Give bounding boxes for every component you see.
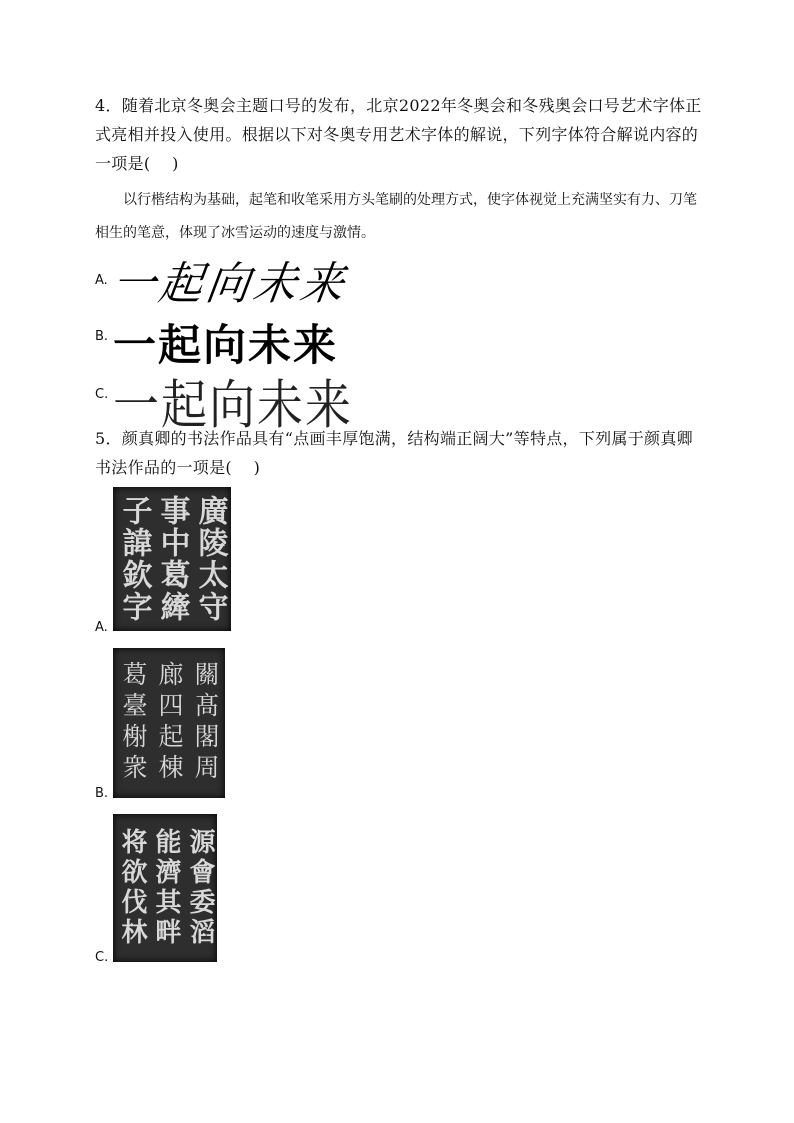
glyph: 一: [113, 321, 158, 371]
rubbing-column: [194, 491, 227, 627]
glyph: 未: [248, 321, 293, 371]
glyph: 未: [257, 373, 305, 436]
rubbing-column: [149, 818, 183, 958]
glyph: 起: [161, 373, 209, 436]
rubbing-column: [156, 491, 189, 627]
font-description-quote: 以行楷结构为基础，起笔和收笔采用方头笔刷的处理方式，使字体视觉上充满坚实有力、刀笔相生的笔意，体现了冰雪运动的速度与激情。: [95, 192, 697, 241]
q5-option-b-rubbing: [113, 648, 225, 798]
rubbing-char-col: 葛臺榭衆: [119, 661, 148, 785]
rubbing-column: [183, 818, 217, 958]
q4-option-a-glyphs: [108, 250, 352, 311]
q5-option-c-label[interactable]: C.: [95, 950, 109, 965]
rubbing-column: [116, 652, 150, 794]
glyph: 来: [305, 373, 353, 436]
glyph: 起: [155, 257, 211, 311]
glyph: 向: [202, 257, 258, 311]
q5-option-a-rubbing: [113, 487, 231, 631]
rubbing-char-col: 關髙閣周: [191, 661, 220, 785]
glyph: 来: [296, 257, 352, 311]
glyph: 起: [158, 321, 203, 371]
glyph: 一: [113, 373, 161, 436]
glyph: 向: [209, 373, 257, 436]
rubbing-char-col: 子諱欽字: [116, 495, 152, 623]
rubbing-column: [188, 652, 222, 794]
rubbing-column: [152, 652, 186, 794]
glyph: 向: [203, 321, 248, 371]
rubbing-char-col: 廣陵太守: [192, 495, 228, 623]
rubbing-char-col: 事中葛縴: [154, 495, 190, 623]
q5-option-c-rubbing: [113, 814, 217, 962]
question-4-text: 4．随着北京冬奥会主题口号的发布，北京2022年冬奥会和冬残奥会口号艺术字体正式亮相并投入使用。根据以下对冬奥专用艺术字体的解说，下列字体符合解说内容的一项是( ): [95, 96, 702, 173]
rubbing-char-col: 源會委滔: [185, 828, 215, 948]
q5-option-b-label[interactable]: B.: [95, 786, 109, 801]
glyph: 来: [293, 321, 338, 371]
rubbing-column: [118, 491, 151, 627]
glyph: 一: [108, 257, 164, 311]
q4-option-c-label[interactable]: C.: [95, 387, 109, 402]
rubbing-char-col: 将欲伐林: [117, 828, 147, 948]
glyph: 未: [249, 257, 305, 311]
rubbing-char-col: 廊四起棟: [155, 661, 184, 785]
q5-option-a-label[interactable]: A.: [95, 620, 108, 635]
question-5-text: 5．颜真卿的书法作品具有“点画丰厚饱满，结构端正阔大”等特点，下列属于颜真卿书法作品的一项是( ): [95, 429, 693, 477]
q4-option-b-label[interactable]: B.: [95, 329, 109, 344]
rubbing-char-col: 能濟其畔: [151, 828, 181, 948]
rubbing-column: [115, 818, 149, 958]
q4-option-a-label[interactable]: A.: [95, 273, 108, 288]
